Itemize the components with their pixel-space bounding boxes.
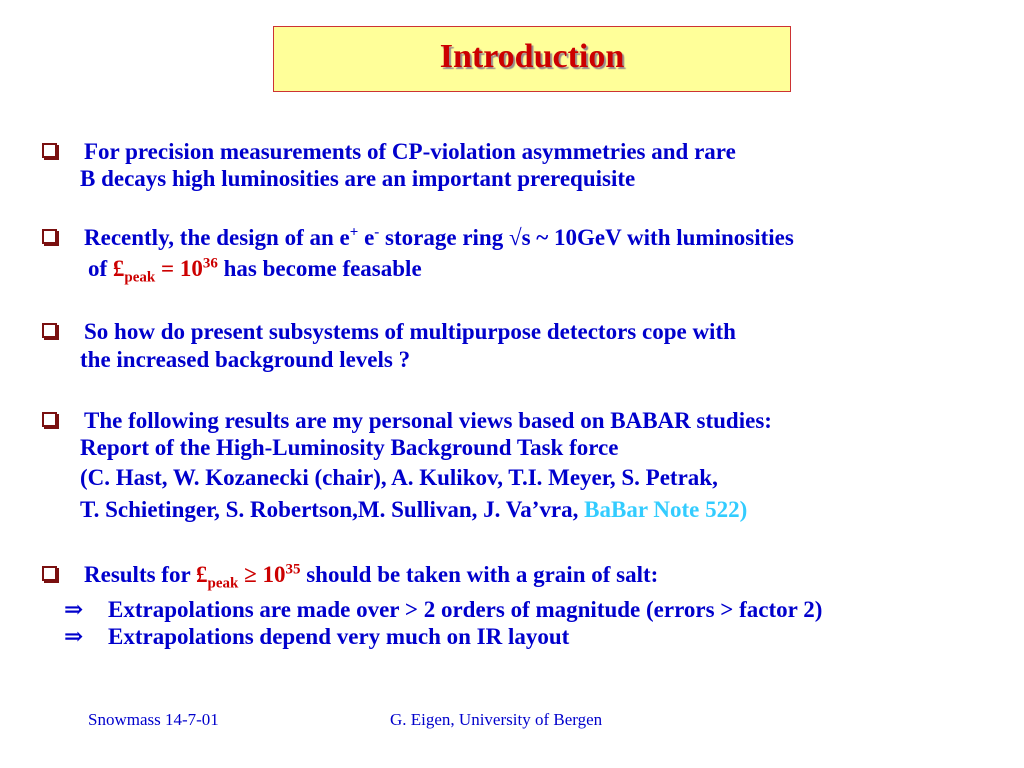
- luminosity-symbol: £: [196, 562, 208, 587]
- checkbox-bullet-icon: [42, 229, 57, 244]
- luminosity-exponent: 36: [202, 255, 218, 272]
- checkbox-bullet-icon: [42, 566, 57, 581]
- sub-item-2-text: Extrapolations depend very much on IR layout: [108, 624, 570, 649]
- electron-sup: -: [374, 224, 380, 241]
- bullet-5-rest: should be taken with a grain of salt:: [300, 562, 659, 587]
- luminosity-exponent: 35: [285, 561, 301, 578]
- bullet-1-line-2: B decays high luminosities are an important prerequisite: [80, 166, 636, 191]
- bullet-3-line-1: So how do present subsystems of multipurpose detectors cope with: [84, 319, 736, 344]
- bullet-2-text-a: Recently, the design of an e: [84, 225, 350, 250]
- checkbox-bullet-icon: [42, 412, 57, 427]
- bullet-4-line-4: [80, 497, 747, 523]
- bullet-2-text-b: e: [358, 225, 375, 250]
- bullet-2-text-c: storage ring √s ~ 10GeV with luminosities: [379, 225, 794, 250]
- authors-text: T. Schietinger, S. Robertson,M. Sullivan, J. Va’vra,: [80, 497, 585, 522]
- bullet-2-rest: has become feasable: [217, 256, 422, 281]
- bullet-2-line-1: [84, 225, 794, 251]
- luminosity-symbol: £: [112, 256, 125, 281]
- luminosity-ge: ≥ 10: [238, 562, 286, 587]
- bullet-5-line-1: [84, 561, 659, 592]
- bullet-5-text-a: Results for: [84, 562, 197, 587]
- sub-item-1: [64, 597, 822, 623]
- positron-sup: +: [349, 224, 359, 241]
- bullet-2-of: of: [88, 256, 113, 281]
- peak-subscript: peak: [207, 575, 239, 592]
- bullet-2-line-2: [88, 255, 422, 286]
- slide-title: Introduction: [439, 38, 625, 75]
- footer-left: Snowmass 14-7-01: [88, 710, 219, 729]
- babar-note-link[interactable]: BaBar Note 522): [584, 497, 748, 522]
- footer-center: G. Eigen, University of Bergen: [390, 710, 603, 729]
- bullet-4-line-3: (C. Hast, W. Kozanecki (chair), A. Kulikov, T.I. Meyer, S. Petrak,: [80, 465, 718, 490]
- checkbox-bullet-icon: [42, 323, 57, 338]
- title-box: [273, 26, 791, 92]
- bullet-3-line-2: the increased background levels ?: [80, 347, 411, 372]
- luminosity-equals: = 10: [155, 256, 203, 281]
- implies-arrow-icon: ⇒: [64, 597, 84, 622]
- implies-arrow-icon: ⇒: [64, 624, 84, 649]
- checkbox-bullet-icon: [42, 143, 57, 158]
- sub-item-1-text: Extrapolations are made over > 2 orders of magnitude (errors > factor 2): [108, 597, 823, 622]
- bullet-4-line-1: The following results are my personal views based on BABAR studies:: [84, 408, 772, 433]
- bullet-4-line-2: Report of the High-Luminosity Background Task force: [80, 435, 619, 460]
- bullet-1-line-1: For precision measurements of CP-violation asymmetries and rare: [84, 139, 736, 164]
- peak-subscript: peak: [124, 269, 156, 286]
- sub-item-2: [64, 624, 569, 650]
